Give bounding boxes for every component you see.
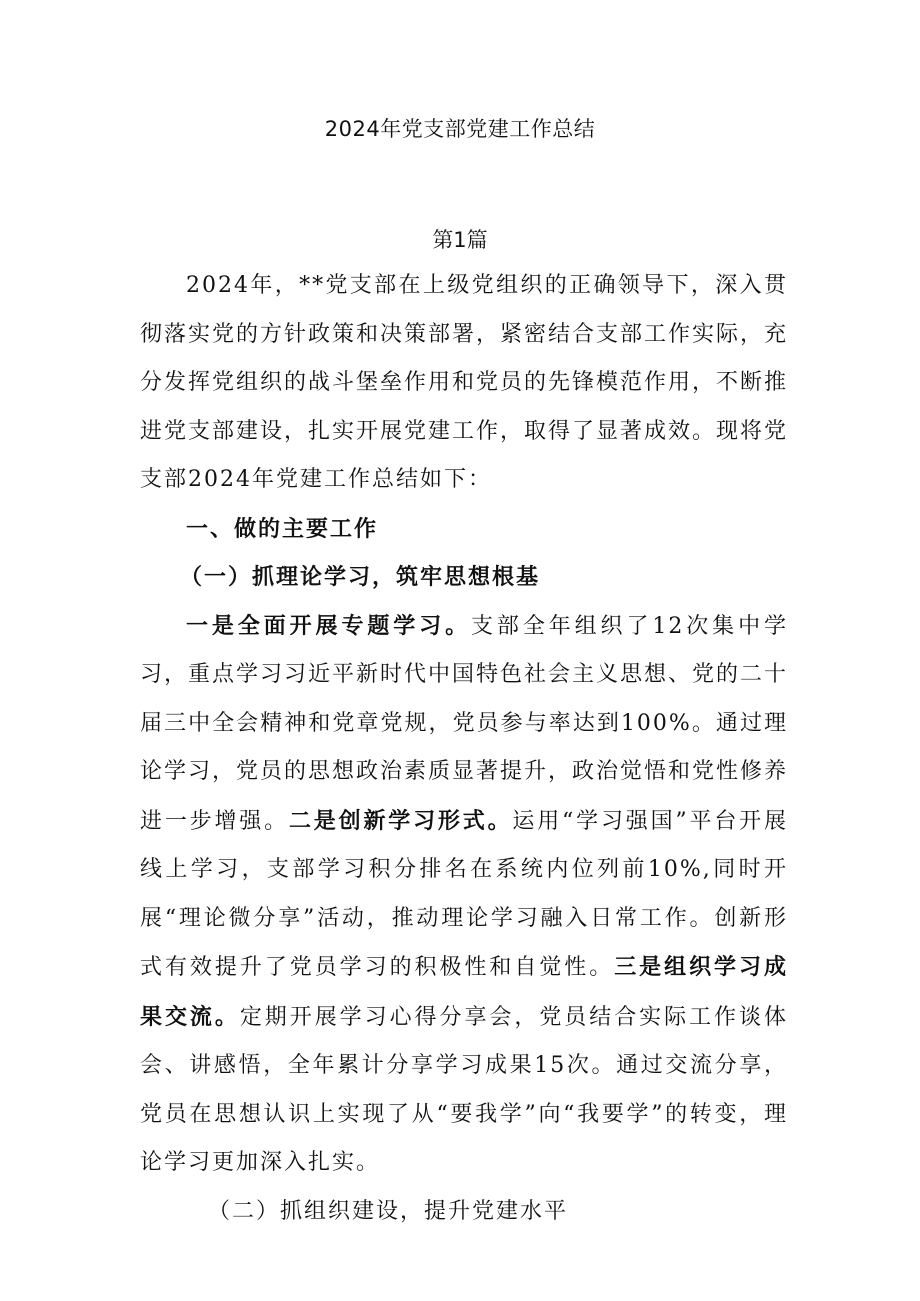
theory-study-paragraph <box>140 602 788 1188</box>
lead-share-results: 三是组织学习成果交流。 <box>140 954 788 1030</box>
section-label: 第1篇 <box>432 228 488 252</box>
heading-organization-building: （二）抓组织建设，提升党建水平 <box>208 1198 569 1224</box>
heading-theory-study: （一）抓理论学习，筑牢思想根基 <box>180 564 541 590</box>
lead-innovate-forms: 二是创新学习形式。 <box>288 807 513 834</box>
intro-paragraph: 2024年，**党支部在上级党组织的正确领导下，深入贯彻落实党的方针政策和决策部署，紧密结合支部工作实际，充分发挥党组织的战斗堡垒作用和党员的先锋模范作用，不断推进党支部建设，扎实开展党建工作，取得了显著成效。现将党支部2024年党建工作总结如下： <box>140 273 789 492</box>
text-share-results: 定期开展学习心得分享会，党员结合实际工作谈体会、讲感悟，全年累计分享学习成果15次。通过交流分享，党员在思想认识上实现了从“要我学”向“我要学”的转变，理论学习更加深入扎实。 <box>140 1004 788 1175</box>
lead-topic-study: 一是全面开展专题学习。 <box>186 612 471 639</box>
heading-main-work: 一、做的主要工作 <box>186 515 379 542</box>
document-title: 2024年党支部党建工作总结 <box>324 117 596 141</box>
text-innovate-forms: 运用“学习强国”平台开展线上学习，支部学习积分排名在系统内位列前10%,同时开展“理论微分享”活动，推动理论学习融入日常工作。创新形式有效提升了党员学习的积极性和自觉性。 <box>140 808 788 980</box>
document-body <box>140 262 788 1236</box>
text-topic-study: 支部全年组织了12次集中学习，重点学习习近平新时代中国特色社会主义思想、党的二十届三中全会精神和党章党规，党员参与率达到100%。通过理论学习，党员的思想政治素质显著提升，政治觉悟和党性修养进一步增强。 <box>140 613 789 834</box>
